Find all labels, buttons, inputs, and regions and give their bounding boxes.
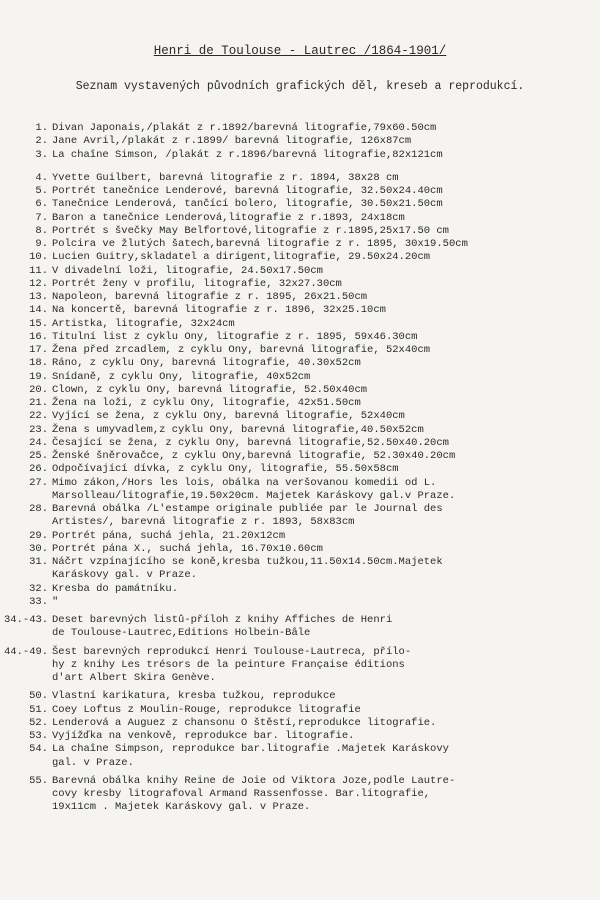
- list-item-number: 11.: [29, 264, 48, 277]
- list-item-text: Polcira ve žlutých šatech,barevná litografie z r. 1895, 30x19.50cm: [52, 238, 468, 250]
- list-item-text: Yvette Guilbert, barevná litografie z r. 1894, 38x28 cm: [52, 171, 399, 184]
- list-item-text: Baron a tanečnice Lenderová,litografie z r.1893, 24x18cm: [52, 211, 405, 224]
- list-item-text: Napoleon, barevná litografie z r. 1895, 26x21.50cm: [52, 291, 368, 303]
- list-item-number: 25.: [29, 450, 48, 462]
- list-item-text: Žena s umyvadlem,z cyklu Ony, barevná litografie,40.50x52cm: [52, 423, 424, 436]
- list-item: [20, 265, 595, 278]
- list-item-number: 18.: [29, 357, 48, 370]
- list-item-number: 27.: [29, 476, 48, 489]
- exhibit-list: [4, 122, 595, 815]
- list-item-text: Artistes/, barevná litografie z r. 1893, 58x83cm: [52, 516, 355, 529]
- list-item-text: Žena před zrcadlem, z cyklu Ony, barevná litografie, 52x40cm: [52, 344, 431, 356]
- list-item-number: 5.: [35, 185, 48, 197]
- list-item-continuation: [20, 672, 595, 685]
- list-item-number: [20, 788, 52, 801]
- list-item-number: 3.: [35, 148, 48, 161]
- list-item-text: covy kresby litografoval Armand Rassenfosse. Bar.litografie,: [52, 788, 431, 800]
- list-item: [20, 530, 595, 543]
- list-item-text: Divan Japonais,/plakát z r.1892/barevná litografie,79x60.50cm: [52, 122, 437, 134]
- list-item-number: 9.: [35, 238, 48, 250]
- list-item-number: 1.: [35, 122, 48, 134]
- list-item-text: Vlastní karikatura, kresba tužkou, reprodukce: [52, 690, 336, 703]
- list-item-text: Žena na loži, z cyklu Ony, litografie, 42x51.50cm: [52, 397, 361, 409]
- list-item: [20, 251, 595, 264]
- list-item: [20, 357, 595, 370]
- list-item: [20, 730, 595, 743]
- list-item-number: 31.: [29, 556, 48, 568]
- list-item-number: 19.: [29, 370, 48, 383]
- list-item: [4, 614, 595, 627]
- list-item-number: 51.: [29, 703, 48, 716]
- list-item: [20, 291, 595, 304]
- list-item-continuation: [20, 569, 595, 582]
- list-item: [20, 556, 595, 569]
- list-item-number: [20, 569, 52, 582]
- list-item: [20, 775, 595, 788]
- list-item-number: 55.: [29, 774, 48, 787]
- list-item-text: Portrét s švečky May Belfortové,litografie z r.1895,25x17.50 cm: [52, 224, 449, 237]
- list-item: [20, 344, 595, 357]
- list-item: [20, 238, 595, 251]
- list-item: [20, 450, 595, 463]
- list-item-number: 13.: [29, 291, 48, 303]
- list-item-number: 23.: [29, 423, 48, 436]
- list-item-number: 7.: [35, 211, 48, 224]
- list-item-text: Titulní list z cyklu Ony, litografie z r. 1895, 59x46.30cm: [52, 330, 418, 343]
- list-item-number: 4.: [35, 171, 48, 184]
- list-item-text: Ráno, z cyklu Ony, barevná litografie, 40.30x52cm: [52, 357, 361, 370]
- list-item: [20, 135, 595, 148]
- list-item: [20, 463, 595, 476]
- list-item-continuation: [20, 490, 595, 503]
- list-item: [20, 704, 595, 717]
- list-item-text: Mimo zákon,/Hors les lois, obálka na veršovanou komedii od L.: [52, 476, 437, 489]
- list-item-number: 12.: [29, 277, 48, 290]
- list-item-text: Karáskovy gal. v Praze.: [52, 569, 197, 582]
- list-item-text: La chaîne Simson, /plakát z r.1896/barevná litografie,82x121cm: [52, 148, 443, 161]
- list-item-number: 17.: [29, 344, 48, 356]
- list-item-text: Lucien Guitry,skladatel a dirigent,litografie, 29.50x24.20cm: [52, 251, 431, 264]
- list-item-number: [20, 627, 52, 640]
- list-item-text: Jane Avril,/plakát z r.1899/ barevná litografie, 126x87cm: [52, 135, 412, 148]
- list-item-number: 28.: [29, 503, 48, 515]
- list-item-continuation: [20, 801, 595, 814]
- list-item-number: 26.: [29, 463, 48, 476]
- list-item-continuation: [20, 757, 595, 770]
- list-item-number: 30.: [29, 542, 48, 555]
- list-item-text: V divadelní loži, litografie, 24.50x17.50cm: [52, 264, 323, 277]
- list-item-number: [20, 659, 52, 672]
- list-item-number: 44.-49.: [4, 645, 49, 658]
- list-item-number: [20, 490, 52, 503]
- list-item: [20, 371, 595, 384]
- list-item-text: Portrét pána X., suchá jehla, 16.70x10.60cm: [52, 542, 323, 555]
- list-item: [20, 543, 595, 556]
- list-item-text: Portrét pána, suchá jehla, 21.20x12cm: [52, 529, 286, 542]
- list-item: [20, 583, 595, 596]
- list-item-text: Vyjící se žena, z cyklu Ony, barevná litografie, 52x40cm: [52, 410, 405, 423]
- list-item-text: Lenderová a Auguez z chansonu O štěstí,reprodukce litografie.: [52, 716, 437, 729]
- list-item-text: Šest barevných reprodukcí Henri Toulouse-Lautreca, přílo-: [52, 645, 412, 658]
- document-subtitle: Seznam vystavených původních grafických děl, kreseb a reprodukcí.: [75, 80, 525, 93]
- list-item: [20, 384, 595, 397]
- list-item-text: hy z knihy Les trésors de la peinture Française éditions: [52, 658, 405, 671]
- list-item-text: Odpočívající dívka, z cyklu Ony, litografie, 55.50x58cm: [52, 463, 399, 476]
- list-item-number: 53.: [29, 730, 48, 742]
- list-item-text: Artistka, litografie, 32x24cm: [52, 317, 235, 330]
- list-item: [20, 304, 595, 317]
- list-item-number: [20, 757, 52, 770]
- list-item: [20, 397, 595, 410]
- list-item-number: [20, 801, 52, 814]
- list-item-text: Clown, z cyklu Ony, barevná litografie, 52.50x40cm: [52, 383, 368, 396]
- list-item-number: 2.: [35, 135, 48, 148]
- list-item-text: Tanečnice Lenderová, tančící bolero, litografie, 30.50x21.50cm: [52, 198, 443, 211]
- list-item-number: 33.: [29, 595, 48, 608]
- list-item: [20, 690, 595, 703]
- list-item: [20, 424, 595, 437]
- list-item-number: 34.-43.: [4, 614, 49, 626]
- list-item: [20, 122, 595, 135]
- list-item-text: Ženské šněrovačce, z cyklu Ony,barevná litografie, 52.30x40.20cm: [52, 450, 456, 462]
- list-item: [20, 503, 595, 516]
- list-item-number: 22.: [29, 410, 48, 423]
- list-item-text: Barevná obálka knihy Reine de Joie od Viktora Joze,podle Lautre-: [52, 774, 456, 787]
- list-item: [20, 743, 595, 756]
- list-item: [20, 717, 595, 730]
- list-item-number: 29.: [29, 529, 48, 542]
- list-item: [20, 596, 595, 609]
- list-item: [20, 477, 595, 490]
- list-item: [20, 331, 595, 344]
- list-item-continuation: [20, 627, 595, 640]
- list-item-number: 24.: [29, 436, 48, 449]
- list-item-number: 6.: [35, 198, 48, 211]
- list-item-number: 15.: [29, 317, 48, 330]
- list-item-text: Deset barevných listů-příloh z knihy Affiches de Henri: [52, 614, 393, 626]
- list-item: [20, 410, 595, 423]
- list-item-text: Vyjížďka na venkově, reprodukce bar. litografie.: [52, 730, 355, 742]
- list-item: [20, 149, 595, 162]
- list-item-text: Česající se žena, z cyklu Ony, barevná litografie,52.50x40.20cm: [52, 436, 449, 449]
- list-item-text: gal. v Praze.: [52, 756, 134, 769]
- list-item-number: [20, 672, 52, 685]
- list-item-text: d'art Albert Skira Genève.: [52, 672, 216, 684]
- list-item-text: Portrét ženy v profilu, litografie, 32x27.30cm: [52, 277, 342, 290]
- list-item-number: 54.: [29, 743, 48, 756]
- list-item-text: Kresba do památníku.: [52, 582, 179, 595]
- list-item-text: La chaîne Simpson, reprodukce bar.litografie .Majetek Karáskovy: [52, 743, 449, 756]
- list-item-text: Marsolleau/litografie,19.50x20cm. Majetek Karáskovy gal.v Praze.: [52, 489, 456, 502]
- document-title: Henri de Toulouse - Lautrec /1864-1901/: [153, 44, 447, 58]
- list-item-number: 52.: [29, 716, 48, 729]
- list-item-number: 21.: [29, 397, 48, 409]
- list-item-text: 19x11cm . Majetek Karáskovy gal. v Praze.: [52, 801, 311, 814]
- list-item-number: 8.: [35, 224, 48, 237]
- list-item-continuation: [20, 659, 595, 672]
- list-item-text: Barevná obálka /L'estampe originale publiée par le Journal des: [52, 503, 443, 515]
- list-item-number: 14.: [29, 304, 48, 317]
- list-item: [20, 212, 595, 225]
- list-item: [20, 437, 595, 450]
- list-item-number: [20, 516, 52, 529]
- list-item: [4, 645, 595, 659]
- list-item-text: Náčrt vzpínajícího se koně,kresba tužkou,11.50x14.50cm.Majetek: [52, 556, 443, 568]
- list-item-number: 16.: [29, 330, 48, 343]
- list-item-text: Portrét tanečnice Lenderové, barevná litografie, 32.50x24.40cm: [52, 185, 443, 197]
- list-item-number: 32.: [29, 582, 48, 595]
- list-item: [20, 172, 595, 185]
- list-item-continuation: [20, 788, 595, 801]
- list-item-text: Na koncertě, barevná litografie z r. 1896, 32x25.10cm: [52, 304, 386, 317]
- list-item: [20, 318, 595, 331]
- list-item: [20, 225, 595, 238]
- list-item-text: Snídaně, z cyklu Ony, litografie, 40x52cm: [52, 370, 311, 383]
- list-item-text: ": [52, 595, 59, 608]
- list-item-number: 20.: [29, 383, 48, 396]
- list-item: [20, 185, 595, 198]
- list-item: [20, 278, 595, 291]
- list-item-continuation: [20, 516, 595, 529]
- list-item-text: de Toulouse-Lautrec,Editions Holbein-Bâle: [52, 627, 311, 640]
- list-item-number: 50.: [29, 690, 48, 703]
- list-item: [20, 198, 595, 211]
- list-item-number: 10.: [29, 251, 48, 264]
- list-item-text: Coey Loftus z Moulin-Rouge, reprodukce litografie: [52, 703, 361, 716]
